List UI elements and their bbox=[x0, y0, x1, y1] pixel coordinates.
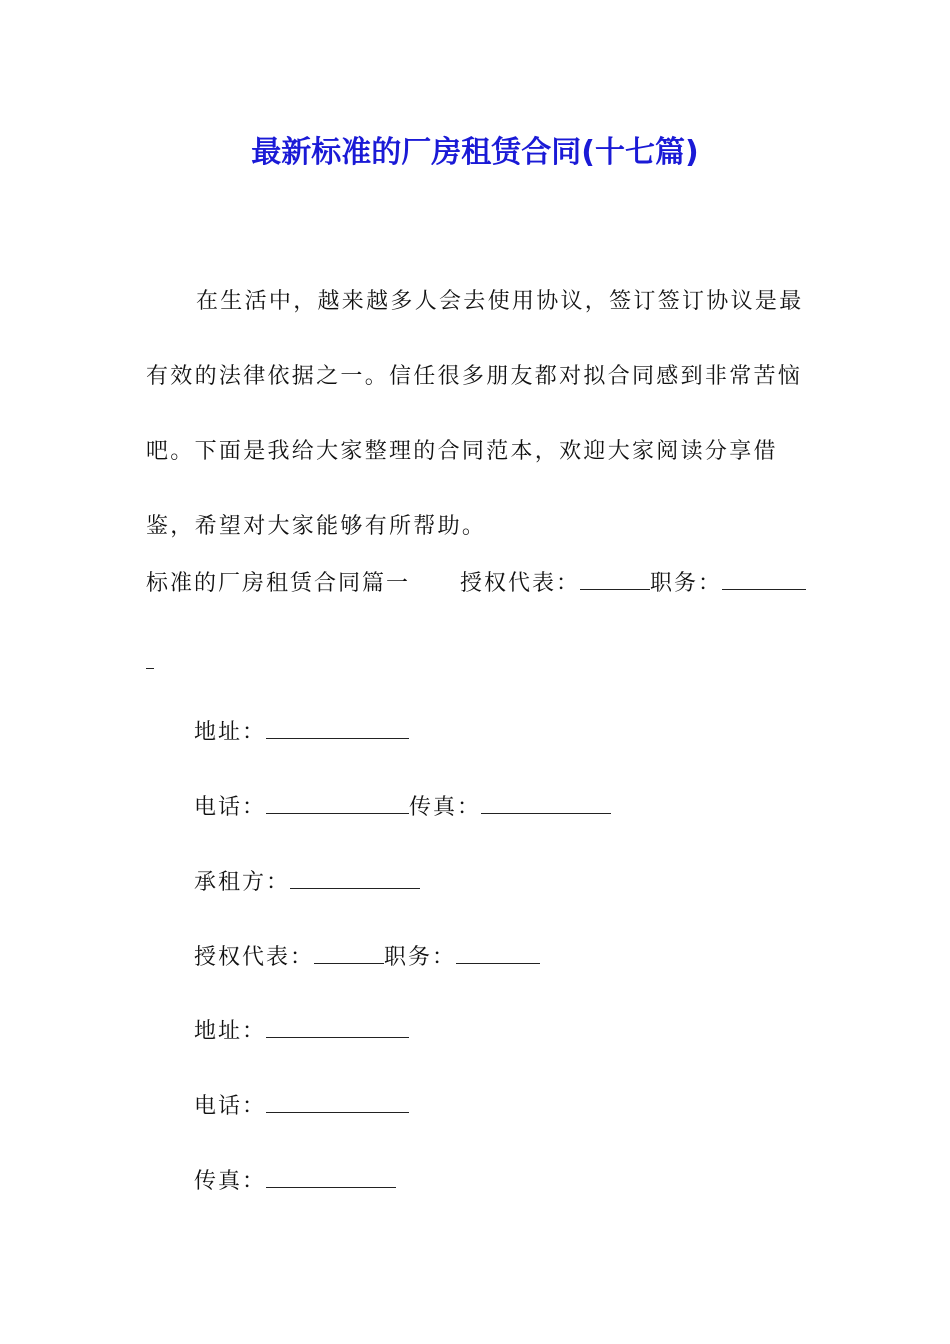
position-label: 职务： bbox=[650, 571, 723, 596]
lessee-fax-row bbox=[194, 1162, 396, 1202]
lessee-rep-row bbox=[194, 938, 540, 978]
address-blank bbox=[266, 1015, 409, 1038]
lessor-address-row bbox=[194, 713, 409, 753]
auth-rep-blank bbox=[314, 941, 384, 964]
phone-blank bbox=[266, 791, 409, 814]
auth-rep-label: 授权代表： bbox=[460, 571, 581, 596]
fax-label: 传真： bbox=[194, 1169, 267, 1194]
fax-label: 传真： bbox=[409, 795, 482, 820]
auth-rep-label: 授权代表： bbox=[194, 945, 315, 970]
position-blank bbox=[456, 941, 540, 964]
fax-blank bbox=[481, 791, 611, 814]
intro-paragraph: 在生活中，越来越多人会去使用协议，签订签订协议是最有效的法律依据之一。信任很多朋友都对拟合同感到非常苦恼吧。下面是我给大家整理的合同范本，欢迎大家阅读分享借鉴，希望对大家能够有所帮助。 bbox=[146, 289, 804, 539]
address-blank bbox=[266, 716, 409, 739]
document-title: 最新标准的厂房租赁合同(十七篇) bbox=[251, 135, 699, 170]
phone-label: 电话： bbox=[194, 795, 267, 820]
fax-blank bbox=[266, 1165, 396, 1188]
address-label: 地址： bbox=[194, 1019, 267, 1044]
lessee-blank bbox=[290, 866, 420, 889]
section-heading: 标准的厂房租赁合同篇一 bbox=[146, 571, 411, 596]
phone-label: 电话： bbox=[194, 1094, 267, 1119]
phone-blank bbox=[266, 1090, 409, 1113]
auth-rep-blank bbox=[580, 567, 650, 590]
position-blank bbox=[722, 567, 806, 590]
lessor-phone-fax-row bbox=[194, 788, 611, 828]
lessee-row bbox=[194, 863, 420, 903]
lessee-phone-row bbox=[194, 1087, 409, 1127]
lessee-label: 承租方： bbox=[194, 870, 291, 895]
position-label: 职务： bbox=[384, 945, 457, 970]
wrapped-underline bbox=[146, 668, 154, 669]
address-label: 地址： bbox=[194, 720, 267, 745]
lessee-address-row bbox=[194, 1012, 409, 1052]
section-heading-row bbox=[146, 564, 806, 604]
